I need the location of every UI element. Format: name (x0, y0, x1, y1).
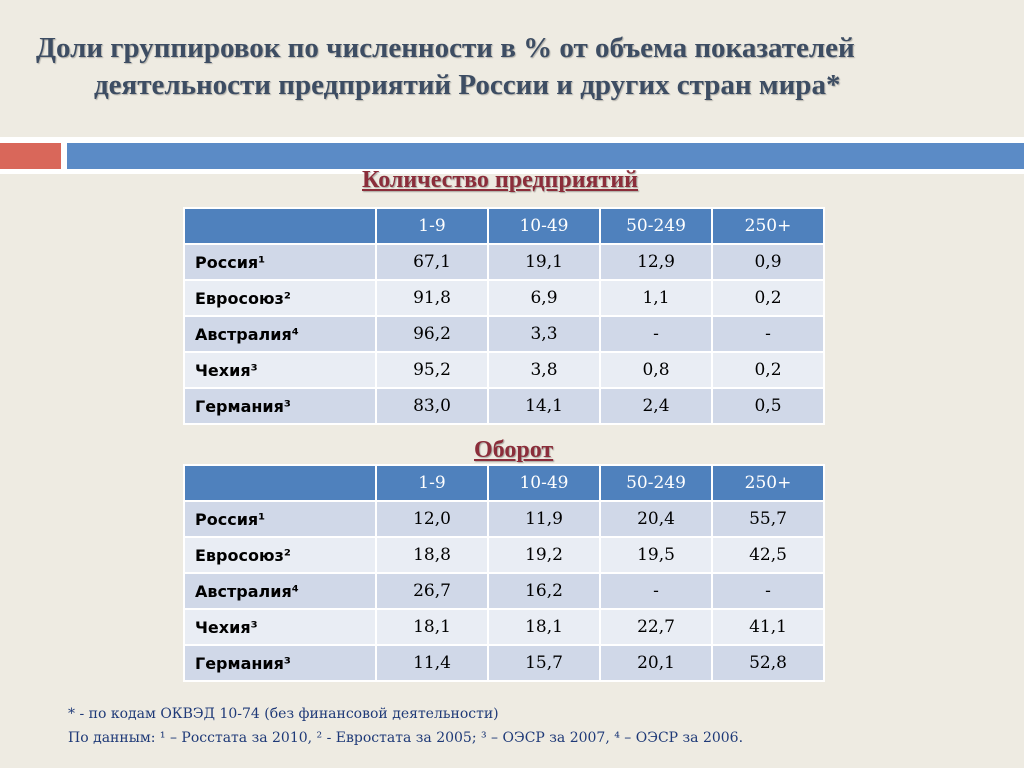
table-cell: 91,8 (376, 280, 488, 316)
table-row (184, 537, 824, 573)
column-header: 1-9 (376, 465, 488, 501)
table-row (184, 280, 824, 316)
table-cell: 14,1 (488, 388, 600, 424)
decorative-band-blue (67, 143, 1024, 169)
table-1-title: Количество предприятий (362, 167, 638, 193)
row-label: Евросоюз² (184, 537, 376, 573)
table-row (184, 388, 824, 424)
row-label: Австралия⁴ (184, 573, 376, 609)
column-header: 1-9 (376, 208, 488, 244)
table-row (184, 316, 824, 352)
table-header-row (184, 208, 824, 244)
column-header: 10-49 (488, 465, 600, 501)
table-cell: 20,1 (600, 645, 712, 681)
table-cell: 2,4 (600, 388, 712, 424)
table-cell: 96,2 (376, 316, 488, 352)
column-header: 50-249 (600, 465, 712, 501)
slide-title-line-1: Доли группировок по численности в % от объема показателей (36, 32, 855, 64)
table-cell: 19,1 (488, 244, 600, 280)
decorative-band-red (0, 143, 61, 169)
table-cell: 18,1 (488, 609, 600, 645)
row-label: Германия³ (184, 388, 376, 424)
table-header-row (184, 465, 824, 501)
table-cell: 20,4 (600, 501, 712, 537)
table-cell: 67,1 (376, 244, 488, 280)
table-2-title: Оборот (474, 437, 554, 463)
table-cell: 95,2 (376, 352, 488, 388)
row-label: Германия³ (184, 645, 376, 681)
row-label: Россия¹ (184, 244, 376, 280)
table-cell: 18,8 (376, 537, 488, 573)
table-cell: 42,5 (712, 537, 824, 573)
table-cell: 3,3 (488, 316, 600, 352)
table-cell: 19,2 (488, 537, 600, 573)
table-cell: 0,2 (712, 280, 824, 316)
header-corner-cell (184, 208, 376, 244)
table-cell: 16,2 (488, 573, 600, 609)
table-cell: 11,9 (488, 501, 600, 537)
table-cell: 12,9 (600, 244, 712, 280)
row-label: Россия¹ (184, 501, 376, 537)
table-cell: 52,8 (712, 645, 824, 681)
table-cell: - (600, 573, 712, 609)
row-label: Чехия³ (184, 609, 376, 645)
table-cell: 55,7 (712, 501, 824, 537)
table-cell: 15,7 (488, 645, 600, 681)
table-cell: 41,1 (712, 609, 824, 645)
turnover-table (183, 464, 825, 682)
row-label: Чехия³ (184, 352, 376, 388)
column-header: 250+ (712, 465, 824, 501)
table-row (184, 609, 824, 645)
table-cell: 12,0 (376, 501, 488, 537)
table-cell: 0,2 (712, 352, 824, 388)
slide-title (36, 30, 996, 104)
table-cell: 19,5 (600, 537, 712, 573)
column-header: 250+ (712, 208, 824, 244)
footnote-sources: По данным: ¹ – Росстата за 2010, ² - Евростата за 2005; ³ – ОЭСР за 2007, ⁴ – ОЭСР за 2006. (68, 730, 744, 746)
column-header: 50-249 (600, 208, 712, 244)
table-cell: - (712, 573, 824, 609)
table-cell: 22,7 (600, 609, 712, 645)
column-header: 10-49 (488, 208, 600, 244)
enterprise-count-table (183, 207, 825, 425)
table-cell: 11,4 (376, 645, 488, 681)
header-corner-cell (184, 465, 376, 501)
table-cell: 26,7 (376, 573, 488, 609)
table-row (184, 573, 824, 609)
table-cell: 83,0 (376, 388, 488, 424)
table-cell: 0,9 (712, 244, 824, 280)
table-row (184, 645, 824, 681)
table-cell: - (712, 316, 824, 352)
table-cell: 18,1 (376, 609, 488, 645)
footnotes (68, 702, 1008, 750)
table-cell: 6,9 (488, 280, 600, 316)
row-label: Евросоюз² (184, 280, 376, 316)
footnote-scope: * - по кодам ОКВЭД 10-74 (без финансовой деятельности) (68, 706, 499, 722)
table-cell: 0,5 (712, 388, 824, 424)
table-row (184, 244, 824, 280)
table-row (184, 501, 824, 537)
row-label: Австралия⁴ (184, 316, 376, 352)
table-cell: - (600, 316, 712, 352)
table-cell: 1,1 (600, 280, 712, 316)
slide-title-line-2: деятельности предприятий России и других стран мира* (94, 69, 841, 101)
table-cell: 0,8 (600, 352, 712, 388)
table-cell: 3,8 (488, 352, 600, 388)
table-row (184, 352, 824, 388)
